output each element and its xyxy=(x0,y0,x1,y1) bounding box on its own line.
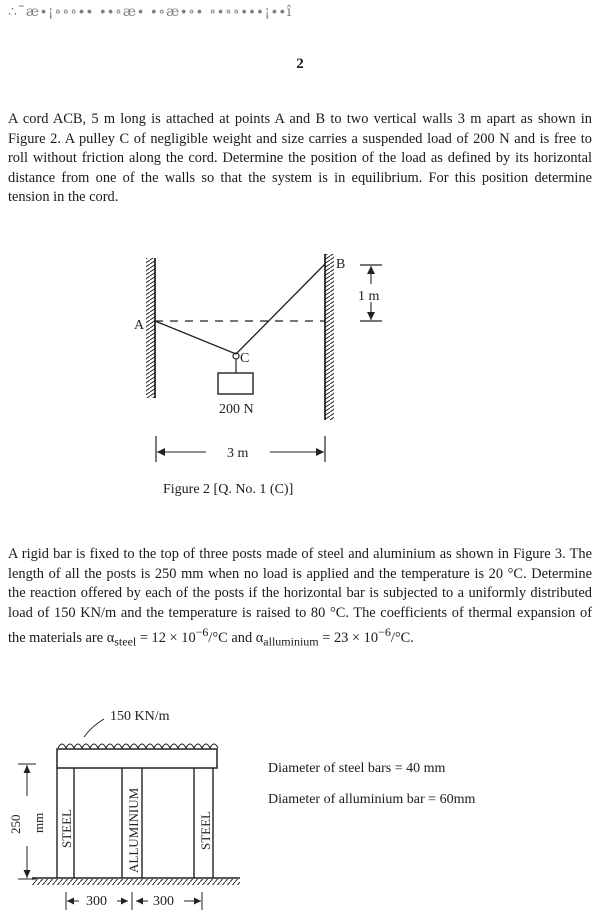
spec-steel-diameter: Diameter of steel bars = 40 mm xyxy=(268,761,446,776)
rigid-bar xyxy=(57,749,217,768)
span-left-label: 300 xyxy=(86,894,107,909)
alpha-al-subscript: alluminium xyxy=(263,635,319,650)
figure-2-caption: Figure 2 [Q. No. 1 (C)] xyxy=(163,482,294,497)
problem-2-text-body: A rigid bar is fixed to the top of three posts made of steel and aluminium as shown in Figure 3. The length of all the posts is 250 mm when no load is applied and the temperature is 20 °C. Determine the reaction offered by each of the posts if the horizontal bar is subjected to a uniformly distributed load of 150 KN/m and the temperature is raised to 80 °C. The coefficients of thermal expansion of the materials are xyxy=(8,546,592,647)
alpha-steel-unit: /°C and xyxy=(208,630,256,647)
dimension-250-unit: mm xyxy=(31,812,46,833)
post-alluminium-label: ALLUMINIUM xyxy=(126,787,141,873)
alpha-al-exponent: −6 xyxy=(378,625,391,640)
alpha-steel-subscript: steel xyxy=(114,635,137,650)
post-steel-right-label: STEEL xyxy=(198,811,213,850)
udl-leader xyxy=(84,719,104,737)
dimension-1m-label: 1 m xyxy=(358,289,380,304)
post-steel-left-label: STEEL xyxy=(59,809,74,848)
label-b: B xyxy=(336,257,346,272)
udl-load xyxy=(58,744,218,748)
span-right-label: 300 xyxy=(153,894,174,909)
alpha-steel-value: = 12 × 10 xyxy=(136,630,196,647)
label-c: C xyxy=(240,351,250,366)
udl-label: 150 KN/m xyxy=(110,709,170,724)
problem-1-text: A cord ACB, 5 m long is attached at points A and B to two vertical walls 3 m apart as shown in Figure 2. A pulley C of negligible weight and size carries a suspended load of 200 N and is free to roll without friction along the cord. Determine the position of the load as defined by its horizontal distance from one of the walls so that the system is in equilibrium. For this position determine tension in the cord. xyxy=(8,111,592,206)
header-scribble: ∴˜æ∙¡∘∘∘∙∙ ∙∙∘æ∙ ∙∘æ∙∘∙ ∘∙∘∘∙∙∙¡∙∙î xyxy=(8,4,293,20)
problem-2-text: A rigid bar is fixed to the top of three posts made of steel and aluminium as shown in Figure 3. The length of all the posts is 250 mm when no load is applied and the temperature is 20 °C. Determine the reaction offered by each of the posts if the horizontal bar is subjected to a uniformly distributed load of 150 KN/m and the temperature is raised to 80 °C. The coefficients of thermal expansion of the materials are $\alpha_{steel} = 12 \times 10^{-6}/^\circ C$ and $\alpha_{alluminium} = 23 \times 10^{-6}/^\circ C$. xyxy=(8,546,592,650)
load-label: 200 N xyxy=(219,402,254,417)
spec-alluminium-diameter: Diameter of alluminium bar = 60mm xyxy=(268,792,476,807)
dimension-250-value: 250 xyxy=(8,814,23,834)
page-number: 2 xyxy=(296,56,304,72)
alpha-al-unit: /°C. xyxy=(390,630,414,647)
alpha-steel-exponent: −6 xyxy=(195,625,209,640)
dimension-3m-label: 3 m xyxy=(227,446,249,461)
label-a: A xyxy=(134,318,145,333)
alpha-al-value: = 23 × 10 xyxy=(318,630,379,647)
ground xyxy=(32,878,240,885)
